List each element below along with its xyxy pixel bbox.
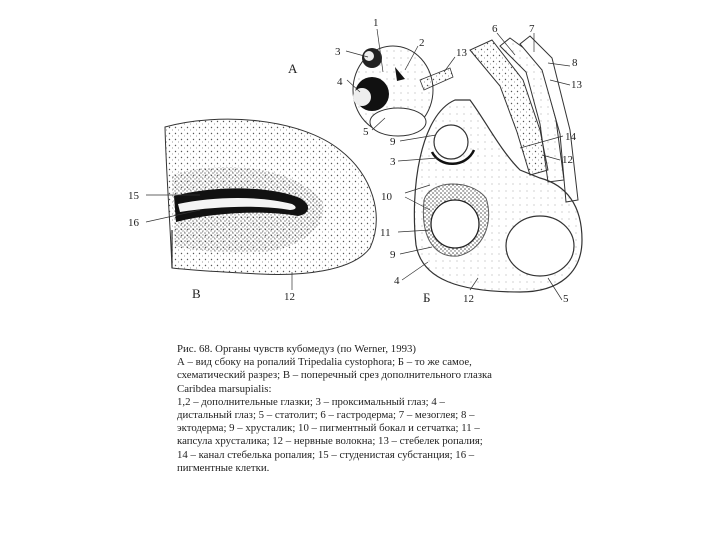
panel-c-drawing [165,119,376,274]
label-c-15: 15 [128,190,139,202]
label-b-7: 7 [529,23,535,35]
caption-line: дистальный глаз; 5 – статолит; 6 – гастродерма; 7 – мезоглея; 8 – [177,409,475,422]
label-b-5: 5 [563,293,569,305]
label-b-13: 13 [571,79,582,91]
label-b-12b: 12 [463,293,474,305]
label-b-4: 4 [394,275,400,287]
label-c-16: 16 [128,217,139,229]
label-b-3: 3 [390,156,396,168]
caption-line: капсула хрусталика; 12 – нервные волокна; 13 – стебелек ропалия; [177,435,483,448]
caption-line: А – вид сбоку на ропалий Tripedalia cystophora; Б – то же самое, [177,356,472,369]
label-b-11: 11 [380,227,391,239]
caption-line: Caribdea marsupialis: [177,382,272,395]
label-b-12: 12 [562,154,573,166]
label-a-5: 5 [363,126,369,138]
label-a-4: 4 [337,76,343,88]
label-a-13: 13 [456,47,467,59]
label-b-8: 8 [572,57,578,69]
label-b-14: 14 [565,131,576,143]
caption-line: Рис. 68. Органы чувств кубомедуз (по Werner, 1993) [177,343,416,355]
label-c-12: 12 [284,291,295,303]
panel-letter-c: В [192,286,201,301]
label-b-10: 10 [381,191,392,203]
label-b-9b: 9 [390,249,396,261]
label-b-6: 6 [492,23,498,35]
caption-line: схематический разрез; В – поперечный срез дополнительного глазка [177,369,492,382]
label-a-2: 2 [419,37,425,49]
label-a-1: 1 [373,17,379,29]
caption-line: 1,2 – дополнительные глазки; 3 – проксимальный глаз; 4 – [177,395,445,408]
label-b-9: 9 [390,136,396,148]
caption-line: эктодерма; 9 – хрусталик; 10 – пигментный бокал и сетчатка; 11 – [177,422,480,435]
label-a-3: 3 [335,46,341,58]
figure-caption [177,343,597,475]
panel-letter-a: А [288,61,298,76]
panel-letter-b: Б [423,290,431,305]
caption-line: 14 – канал стебелька ропалия; 15 – студенистая субстанция; 16 – [177,448,475,461]
caption-line: пигментные клетки. [177,461,270,474]
